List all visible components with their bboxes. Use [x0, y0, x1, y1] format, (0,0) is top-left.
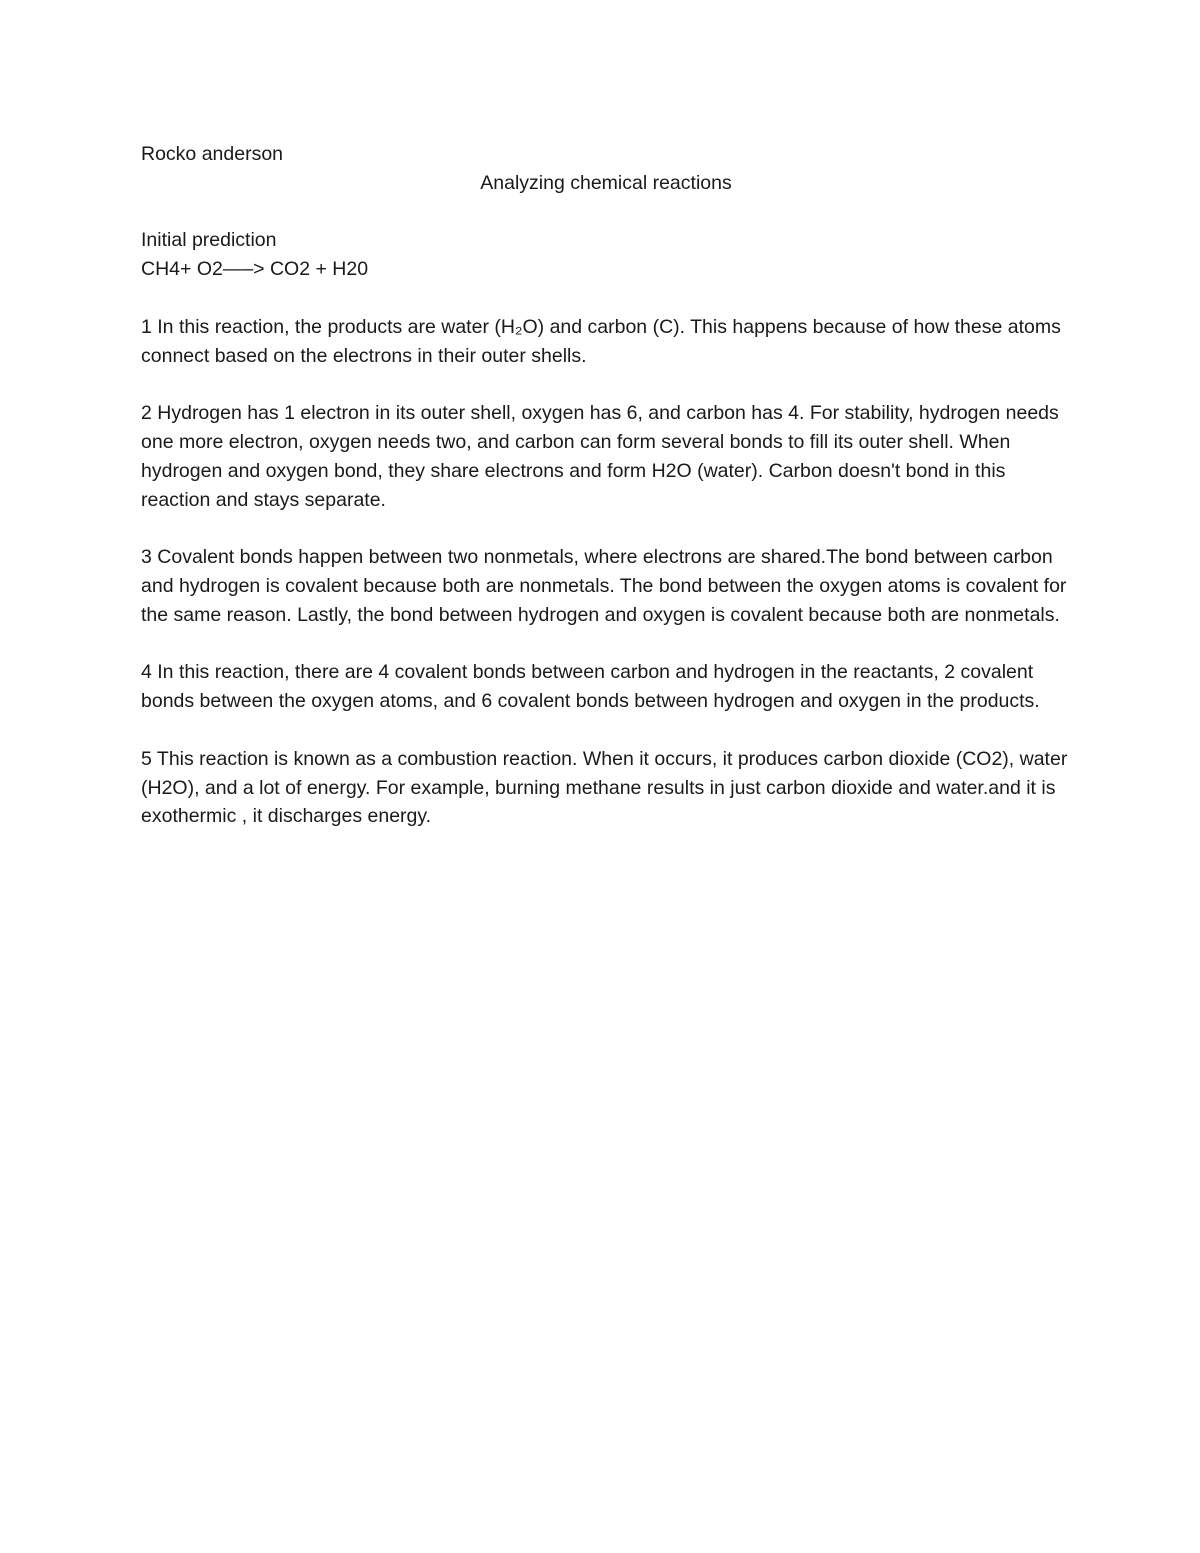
paragraph-5: 5 This reaction is known as a combustion reaction. When it occurs, it produces carbon dioxide (CO2), water (H2O), and a lot of energy. For example, burning methane results in just carbon dioxide and water.and it is exothermic , it discharges energy. — [141, 747, 1073, 828]
paragraph-2: 2 Hydrogen has 1 electron in its outer shell, oxygen has 6, and carbon has 4. For stability, hydrogen needs one more electron, oxygen needs two, and carbon can form several bonds to fill its outer shell. When hydrogen and oxygen bond, they share electrons and form H2O (water). Carbon doesn't bond in this reaction and stays separate. — [141, 402, 1065, 511]
prediction-label: Initial prediction — [141, 229, 277, 252]
author-name: Rocko anderson — [141, 143, 284, 165]
paragraph-3: 3 Covalent bonds happen between two nonmetals, where electrons are shared.The bond between carbon and hydrogen is covalent because both are nonmetals. The bond between the oxygen atoms is covalent for the same reason. Lastly, the bond between hydrogen and oxygen is covalent because both are nonmetals. — [141, 546, 1072, 626]
document-body — [141, 140, 1071, 860]
document-title: Analyzing chemical reactions — [480, 171, 732, 194]
spacer — [141, 198, 1071, 227]
paragraph-4: 4 In this reaction, there are 4 covalent bonds between carbon and hydrogen in the reactants, 2 covalent bonds between the oxygen atoms, and 6 covalent bonds between hydrogen and oxygen in the products. — [141, 661, 1040, 713]
paragraph-1: 1 In this reaction, the products are water (H₂O) and carbon (C). This happens because of how these atoms connect based on the electrons in their outer shells. — [141, 315, 1067, 367]
reaction-equation: CH4+ O2—–> CO2 + H20 — [141, 258, 369, 281]
